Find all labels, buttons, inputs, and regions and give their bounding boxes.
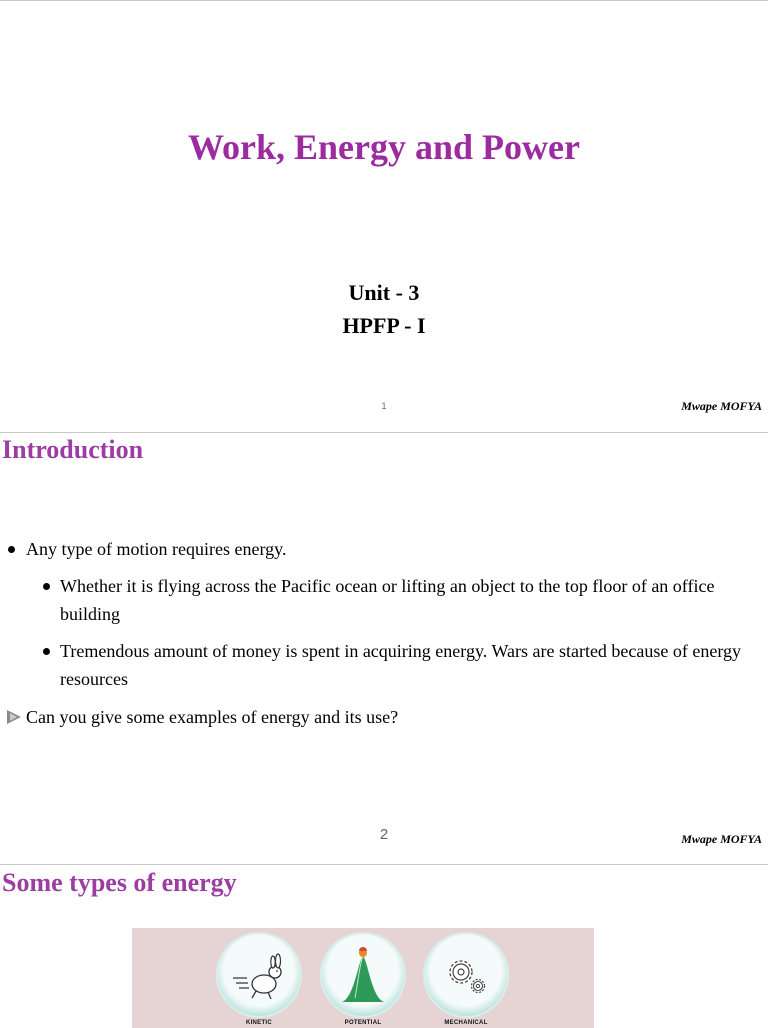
section-title: Some types of energy — [2, 868, 237, 897]
arrow-bullet-icon — [6, 709, 22, 730]
potential-circle — [320, 932, 406, 1018]
mechanical-label: MECHANICAL — [444, 1020, 488, 1026]
title-slide — [0, 0, 768, 432]
gears-icon — [423, 932, 509, 1018]
kinetic-circle — [216, 932, 302, 1018]
energy-types-illustration — [132, 928, 594, 1028]
section-title: Introduction — [2, 435, 144, 464]
question-text: Can you give some examples of energy and its use? — [26, 707, 399, 727]
bullet-dot-icon — [8, 546, 15, 553]
page-number: 1 — [381, 401, 387, 411]
author-name: Mwape MOFYA — [681, 832, 762, 846]
unit-label: Unit - 3 — [348, 280, 420, 305]
rabbit-icon — [216, 932, 302, 1018]
introduction-slide — [0, 433, 768, 864]
mechanical-circle — [423, 932, 509, 1018]
bullet-dot-icon — [43, 648, 50, 655]
sub-bullet-item: Whether it is flying across the Pacific ocean or lifting an object to the top floor of an office building — [60, 576, 715, 624]
bullet-item: Any type of motion requires energy. — [26, 539, 287, 559]
presentation-title: Work, Energy and Power — [188, 127, 580, 167]
sub-bullet-item: Tremendous amount of money is spent in acquiring energy. Wars are started because of energy resources — [60, 641, 742, 689]
author-name: Mwape MOFYA — [681, 399, 762, 413]
course-label: HPFP - I — [342, 313, 426, 338]
mountain-icon — [320, 932, 406, 1018]
energy-types-slide — [0, 865, 768, 1024]
top-border — [0, 0, 768, 1]
potential-label: POTENTIAL — [344, 1020, 382, 1026]
kinetic-label: KINETIC — [245, 1020, 273, 1026]
page-number: 2 — [379, 826, 389, 843]
bullet-dot-icon — [43, 583, 50, 590]
